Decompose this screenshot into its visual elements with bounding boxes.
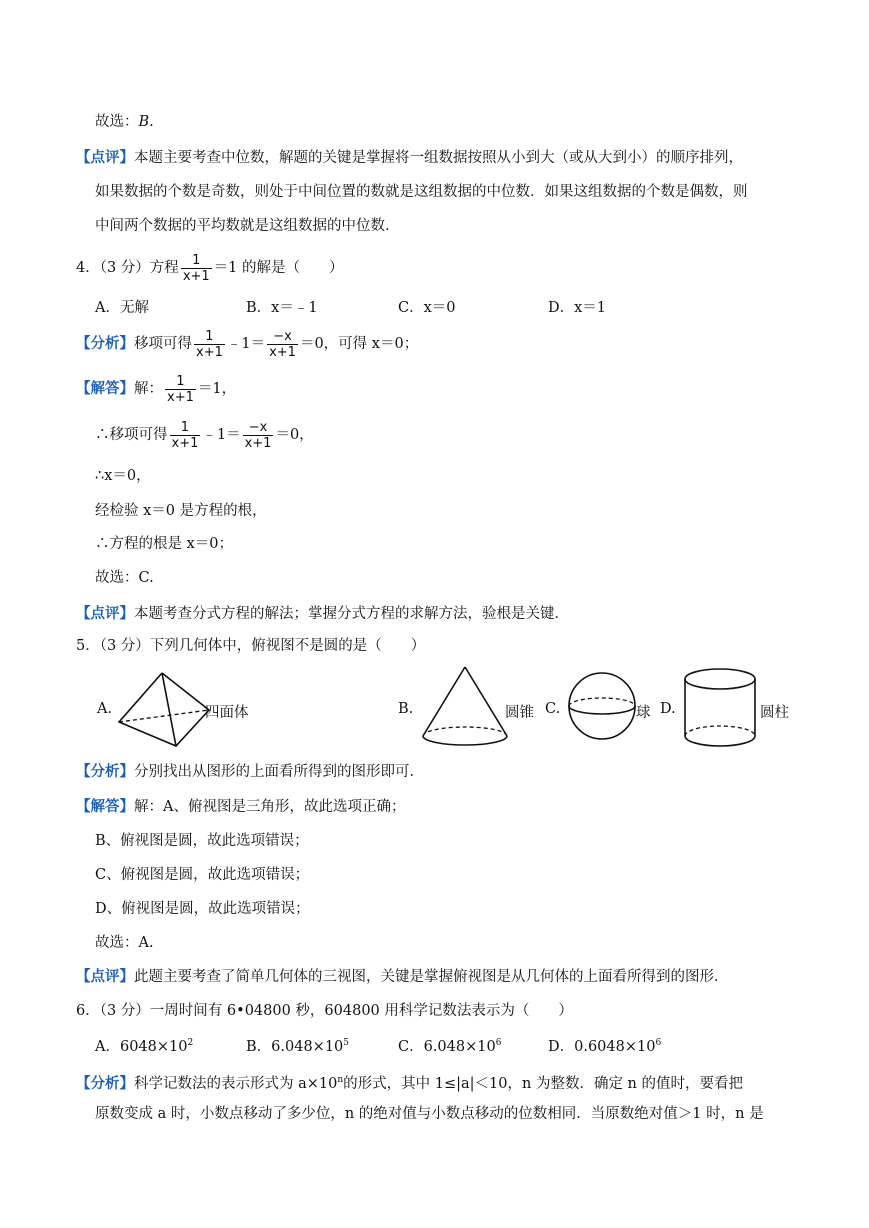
q5-option-c-label: C. (545, 701, 561, 717)
cone-figure (420, 664, 510, 750)
q4-answer: 故选：C. (95, 570, 154, 586)
q5-stem: 5．（3 分）下列几何体中，俯视图不是圆的是（ ） (76, 638, 426, 654)
q5-analysis: 【分析】分别找出从图形的上面看所得到的图形即可． (76, 763, 424, 780)
q5-option-d-label: D. (660, 701, 676, 717)
q5-solution-1: 【解答】解：A、俯视图是三角形，故此选项正确； (76, 798, 406, 815)
q4-stem: 4．（3 分）方程 $\frac{1}{x+1}$ ＝1 的解是（ ） (76, 252, 344, 284)
q4-analysis: 【分析】移项可得 $\frac{1}{x+1}$ ﹣1＝ $\frac{-x}{x+1}$ ＝0，可得 x＝0； (76, 328, 419, 360)
q4-step-4: 经检验 x＝0 是方程的根， (95, 503, 267, 519)
q4-step-3: ∴x＝0， (95, 468, 151, 484)
prev-review-line-3: 中间两个数据的平均数就是这组数据的中位数． (95, 218, 400, 234)
q6-option-d: D．$0.6048\times 10^6$ (548, 1038, 662, 1055)
q5-review: 【点评】此题主要考查了简单几何体的三视图，关键是掌握俯视图是从几何体的上面看所得到的图形． (76, 968, 729, 985)
q5-option-a-label: A. (97, 701, 113, 717)
q4-step-5: ∴方程的根是 x＝0； (95, 536, 234, 552)
cylinder-figure (681, 666, 759, 750)
q5-answer: 故选：A. (95, 935, 154, 951)
q5-label-cone: 圆锥 (505, 705, 534, 721)
q5-label-cylinder: 圆柱 (760, 705, 789, 721)
q4-solution: 【解答】解： $\frac{1}{x+1}$ ＝1， (76, 373, 237, 405)
q5-solution-2: B、俯视图是圆，故此选项错误； (95, 833, 309, 849)
review-tag: 【点评】 (76, 149, 134, 166)
q6-option-c: C．$6.048\times 10^6$ (398, 1038, 502, 1055)
prev-answer: 故选：B. (95, 114, 154, 130)
q4-step-2: ∴移项可得 $\frac{1}{x+1}$ ﹣1＝ $\frac{-x}{x+1}$ ＝0， (95, 419, 314, 451)
sphere-figure (566, 670, 638, 742)
q6-option-a: A．$6048\times 10^2$ (95, 1038, 194, 1055)
q4-option-a: A．无解 (95, 300, 149, 316)
q6-option-b: B．$6.048\times 10^5$ (246, 1038, 350, 1055)
q5-solution-3: C、俯视图是圆，故此选项错误； (95, 867, 310, 883)
fraction: $\frac{1}{x+1}$ (182, 252, 210, 284)
q5-solution-4: D、俯视图是圆，故此选项错误； (95, 901, 310, 917)
prev-review-line-2: 如果数据的个数是奇数，则处于中间位置的数就是这组数据的中位数．如果这组数据的个数是偶数，则 (95, 184, 748, 200)
q5-label-sphere: 球 (636, 705, 651, 721)
q4-option-c: C．x＝0 (398, 300, 456, 316)
q6-stem: 6．（3 分）一周时间有 6•04800 秒，604800 用科学记数法表示为（ ） (76, 1003, 573, 1019)
q6-analysis-1: 【分析】科学记数法的表示形式为 $a\times 10^n$的形式，其中 1≤|a|＜10，n 为整数．确定 n 的值时，要看把 (76, 1075, 744, 1092)
q4-option-d: D．x＝1 (548, 300, 607, 316)
prev-review-line-1: 【点评】本题主要考查中位数，解题的关键是掌握将一组数据按照从小到大（或从大到小）的顺序排列， (76, 149, 743, 166)
q4-option-b: B．x＝﹣1 (246, 300, 318, 316)
q5-option-b-label: B. (398, 701, 414, 717)
tetrahedron-figure (112, 670, 212, 750)
q5-label-tetrahedron: 四面体 (205, 705, 249, 721)
q4-review: 【点评】本题考查分式方程的解法；掌握分式方程的求解方法，验根是关键． (76, 605, 569, 622)
q6-analysis-2: 原数变成 a 时，小数点移动了多少位，n 的绝对值与小数点移动的位数相同．当原数绝对值＞1 时，n 是 (95, 1106, 764, 1122)
